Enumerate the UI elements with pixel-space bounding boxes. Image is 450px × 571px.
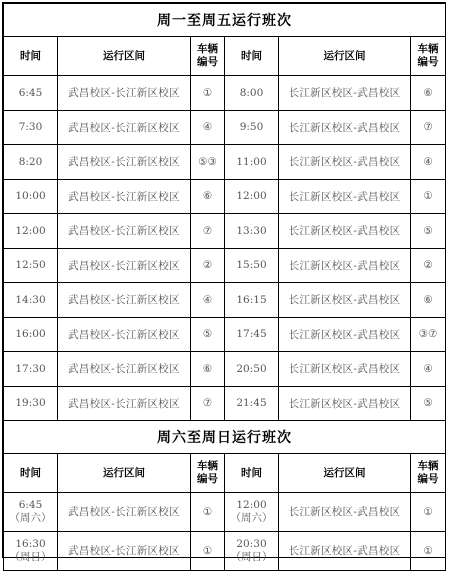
table-row [4, 532, 446, 571]
departure-time: 13:30 [225, 214, 279, 249]
vehicle-number: ⑥ [411, 283, 446, 318]
header-vehicle-line1: 车辆 [197, 43, 218, 55]
route-cell: 武昌校区-长江新区校区 [58, 352, 191, 387]
header-vehicle-line2: 编号 [197, 473, 218, 485]
route-cell: 武昌校区-长江新区校区 [58, 317, 191, 352]
vehicle-number: ⑤ [411, 386, 446, 421]
vehicle-number: ⑦ [191, 214, 225, 249]
weekend-title-row [4, 421, 446, 454]
route-cell: 武昌校区-长江新区校区 [58, 493, 191, 532]
route-cell: 长江新区校区-武昌校区 [279, 532, 411, 571]
table-row [4, 110, 446, 145]
table-row [4, 386, 446, 421]
weekday-section-title: 周一至周五运行班次 [4, 4, 446, 37]
header-time-left: 时间 [4, 454, 58, 493]
vehicle-number: ④ [191, 283, 225, 318]
table-row [4, 248, 446, 283]
departure-time: 20:50 [225, 352, 279, 387]
weekend-section-title: 周六至周日运行班次 [4, 421, 446, 454]
route-cell: 武昌校区-长江新区校区 [58, 386, 191, 421]
vehicle-number: ① [411, 493, 446, 532]
departure-time: 16:15 [225, 283, 279, 318]
time-value: 20:30 [236, 538, 267, 550]
departure-time [4, 493, 58, 532]
weekday-header-row [4, 37, 446, 76]
header-vehicle-right [411, 37, 446, 76]
route-cell: 长江新区校区-武昌校区 [279, 76, 411, 111]
vehicle-number: ⑥ [191, 352, 225, 387]
route-cell: 长江新区校区-武昌校区 [279, 317, 411, 352]
table-row [4, 352, 446, 387]
vehicle-number: ⑤ [191, 317, 225, 352]
departure-time [225, 532, 279, 571]
route-cell: 长江新区校区-武昌校区 [279, 352, 411, 387]
departure-time: 21:45 [225, 386, 279, 421]
header-route-right: 运行区间 [279, 454, 411, 493]
vehicle-number: ② [411, 248, 446, 283]
route-cell: 长江新区校区-武昌校区 [279, 214, 411, 249]
day-note: （周日） [230, 551, 273, 563]
route-cell: 武昌校区-长江新区校区 [58, 110, 191, 145]
table-row [4, 179, 446, 214]
vehicle-number: ⑥ [411, 76, 446, 111]
departure-time: 8:00 [225, 76, 279, 111]
header-time-right: 时间 [225, 454, 279, 493]
vehicle-number: ④ [411, 352, 446, 387]
vehicle-number: ① [411, 179, 446, 214]
vehicle-number: ⑦ [191, 386, 225, 421]
vehicle-number: ⑤③ [191, 145, 225, 180]
schedule-table [3, 3, 446, 571]
time-value: 16:30 [15, 538, 46, 550]
vehicle-number: ① [411, 532, 446, 571]
header-time-left: 时间 [4, 37, 58, 76]
header-route-right: 运行区间 [279, 37, 411, 76]
header-vehicle-left [191, 454, 225, 493]
route-cell: 长江新区校区-武昌校区 [279, 283, 411, 318]
departure-time: 12:00 [4, 214, 58, 249]
vehicle-number: ④ [191, 110, 225, 145]
departure-time: 15:50 [225, 248, 279, 283]
departure-time: 16:00 [4, 317, 58, 352]
vehicle-number: ⑦ [411, 110, 446, 145]
departure-time [4, 532, 58, 571]
departure-time: 7:30 [4, 110, 58, 145]
route-cell: 武昌校区-长江新区校区 [58, 214, 191, 249]
departure-time: 19:30 [4, 386, 58, 421]
table-row [4, 76, 446, 111]
header-vehicle-left [191, 37, 225, 76]
route-cell: 长江新区校区-武昌校区 [279, 179, 411, 214]
departure-time: 8:20 [4, 145, 58, 180]
table-row [4, 145, 446, 180]
departure-time: 14:30 [4, 283, 58, 318]
vehicle-number: ⑤ [411, 214, 446, 249]
route-cell: 长江新区校区-武昌校区 [279, 386, 411, 421]
weekday-title-row [4, 4, 446, 37]
route-cell: 长江新区校区-武昌校区 [279, 248, 411, 283]
day-note: （周六） [9, 512, 52, 524]
route-cell: 武昌校区-长江新区校区 [58, 76, 191, 111]
header-route-left: 运行区间 [58, 37, 191, 76]
route-cell: 武昌校区-长江新区校区 [58, 145, 191, 180]
departure-time: 9:50 [225, 110, 279, 145]
route-cell: 长江新区校区-武昌校区 [279, 110, 411, 145]
route-cell: 武昌校区-长江新区校区 [58, 248, 191, 283]
route-cell: 武昌校区-长江新区校区 [58, 283, 191, 318]
day-note: （周六） [230, 512, 273, 524]
departure-time: 12:00 [225, 179, 279, 214]
vehicle-number: ⑥ [191, 179, 225, 214]
departure-time: 11:00 [225, 145, 279, 180]
day-note: （周日） [9, 551, 52, 563]
route-cell: 武昌校区-长江新区校区 [58, 179, 191, 214]
departure-time: 17:45 [225, 317, 279, 352]
table-row [4, 283, 446, 318]
header-vehicle-line2: 编号 [197, 56, 218, 68]
departure-time: 17:30 [4, 352, 58, 387]
departure-time: 12:50 [4, 248, 58, 283]
header-vehicle-right [411, 454, 446, 493]
header-vehicle-line1: 车辆 [197, 460, 218, 472]
departure-time: 10:00 [4, 179, 58, 214]
vehicle-number: ③⑦ [411, 317, 446, 352]
route-cell: 长江新区校区-武昌校区 [279, 493, 411, 532]
table-row [4, 493, 446, 532]
departure-time: 6:45 [4, 76, 58, 111]
table-row [4, 317, 446, 352]
header-vehicle-line2: 编号 [417, 56, 439, 68]
vehicle-number: ① [191, 532, 225, 571]
time-value: 6:45 [18, 499, 43, 511]
vehicle-number: ④ [411, 145, 446, 180]
route-cell: 武昌校区-长江新区校区 [58, 532, 191, 571]
vehicle-number: ① [191, 76, 225, 111]
weekend-header-row [4, 454, 446, 493]
vehicle-number: ② [191, 248, 225, 283]
header-vehicle-line1: 车辆 [417, 43, 439, 55]
header-route-left: 运行区间 [58, 454, 191, 493]
table-row [4, 214, 446, 249]
header-vehicle-line2: 编号 [417, 473, 439, 485]
route-cell: 长江新区校区-武昌校区 [279, 145, 411, 180]
departure-time [225, 493, 279, 532]
header-time-right: 时间 [225, 37, 279, 76]
time-value: 12:00 [236, 499, 267, 511]
vehicle-number: ① [191, 493, 225, 532]
header-vehicle-line1: 车辆 [417, 460, 439, 472]
bus-schedule-sheet [2, 2, 446, 563]
